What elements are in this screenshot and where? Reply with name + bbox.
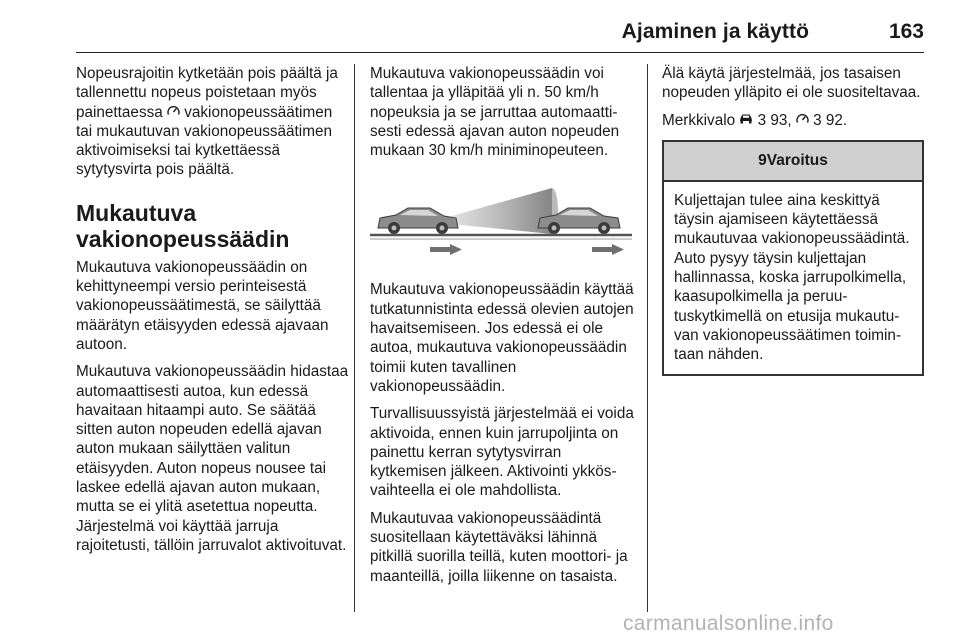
column-3 [662, 64, 924, 376]
paragraph: Mukautuvaa vakionopeussäädintä suositellaan käytettäväksi lähinnä pitkillä suorilla teillä, kuten moottori- ja maanteillä, joilla liikenne on tasaista. [370, 509, 628, 585]
paragraph [76, 64, 352, 180]
text: Nopeusrajoitin kytketään pois päältä ja tallennettu nopeus poistetaan myös painettaessa [76, 65, 338, 121]
paragraph: Älä käytä järjestelmää, jos tasaisen nopeuden ylläpito ei ole suositeltavaa. [662, 65, 921, 102]
page-reference-link[interactable]: 93, [770, 111, 796, 129]
page-reference-link[interactable]: 92. [825, 111, 848, 129]
paragraph: Mukautuva vakionopeussäädin on kehittyneempi versio perinteisestä vakionopeussäätimestä, se säilyttää määrätyn etäisyyden edessä ajavaan autoon. [76, 258, 329, 353]
page-header [76, 0, 924, 53]
section-title: Ajaminen ja käyttö [621, 20, 809, 43]
column-2 [370, 64, 635, 594]
warning-box [662, 140, 924, 376]
page-reference-arrow-icon: 3 [753, 111, 771, 129]
paragraph: Mukautuva vakionopeussäädin käyttää tutkatunnistinta edessä olevien autojen havaitsemiseen. Jos edessä ei ole autoa, mukautuva vakionopeussäädin toimii kuten tavallinen vakionopeussäädin. [370, 281, 634, 395]
car-radar-diagram [370, 168, 632, 264]
section-heading: Mukautuva vakionopeussäädin [76, 199, 290, 252]
adaptive-cruise-illustration [370, 168, 632, 264]
column-1 [76, 64, 352, 563]
page-reference-arrow-icon: 3 [808, 111, 826, 129]
warning-title: Varoitus [766, 151, 828, 169]
warning-triangle-icon: 9 [758, 151, 767, 169]
warning-text: Kuljettajan tulee aina keskittyä täysin ajamiseen käytettäessä mukautuvaa vakionopeussäädintä. Auto pysyy täysin kuljettajan hallinnassa, koska jarrupolkimella, kaasupolkimella ja peruutuskytkimellä on etusija mukautuvan vakionopeussäätimen toimintaan nähden. [674, 191, 910, 364]
page-number: 163 [888, 20, 924, 43]
paragraph: Mukautuva vakionopeussäädin hidastaa automaattisesti autoa, kun edessä havaitaan hitaampi auto. Se säätää sitten auton nopeuden edellä ajavan auton mukaan säilyttäen valitun etäisyyden. Auton nopeus nousee tai laskee edellä ajavan auton mukaan, mutta se ei ylitä asetettua nopeutta. Järjestelmä voi käyttää jarruja rajoitetusti, tällöin jarruvalot aktivoituvat. [76, 363, 349, 554]
text: vakionopeussäätimen tai mukautuvan vakionopeussäätimen aktivoimiseksi tai kytkettäessä sytytysvirta pois päältä. [76, 103, 333, 179]
text: Merkkivalo [662, 111, 740, 129]
column-divider-1 [354, 64, 355, 612]
reference-line [662, 111, 924, 130]
car-icon [739, 111, 753, 130]
warning-header [664, 142, 922, 182]
speedometer-icon [796, 111, 809, 130]
column-divider-2 [647, 64, 648, 612]
speedometer-icon [167, 103, 180, 122]
paragraph: Turvallisuussyistä järjestelmää ei voida aktivoida, ennen kuin jarrupoljinta on painettu kerran sytytysvirran kytkemisen jälkeen. Aktivointi ykkösvaihteella ei ole mahdollista. [370, 405, 634, 500]
watermark: carmanualsonline.info [623, 612, 834, 635]
paragraph: Mukautuva vakionopeussäädin voi tallentaa ja ylläpitää yli n. 50 km/h nopeuksia ja se jarruttaa automaattisesti edessä ajavan auton nopeuden mukaan 30 km/h miniminopeuteen. [370, 65, 620, 160]
